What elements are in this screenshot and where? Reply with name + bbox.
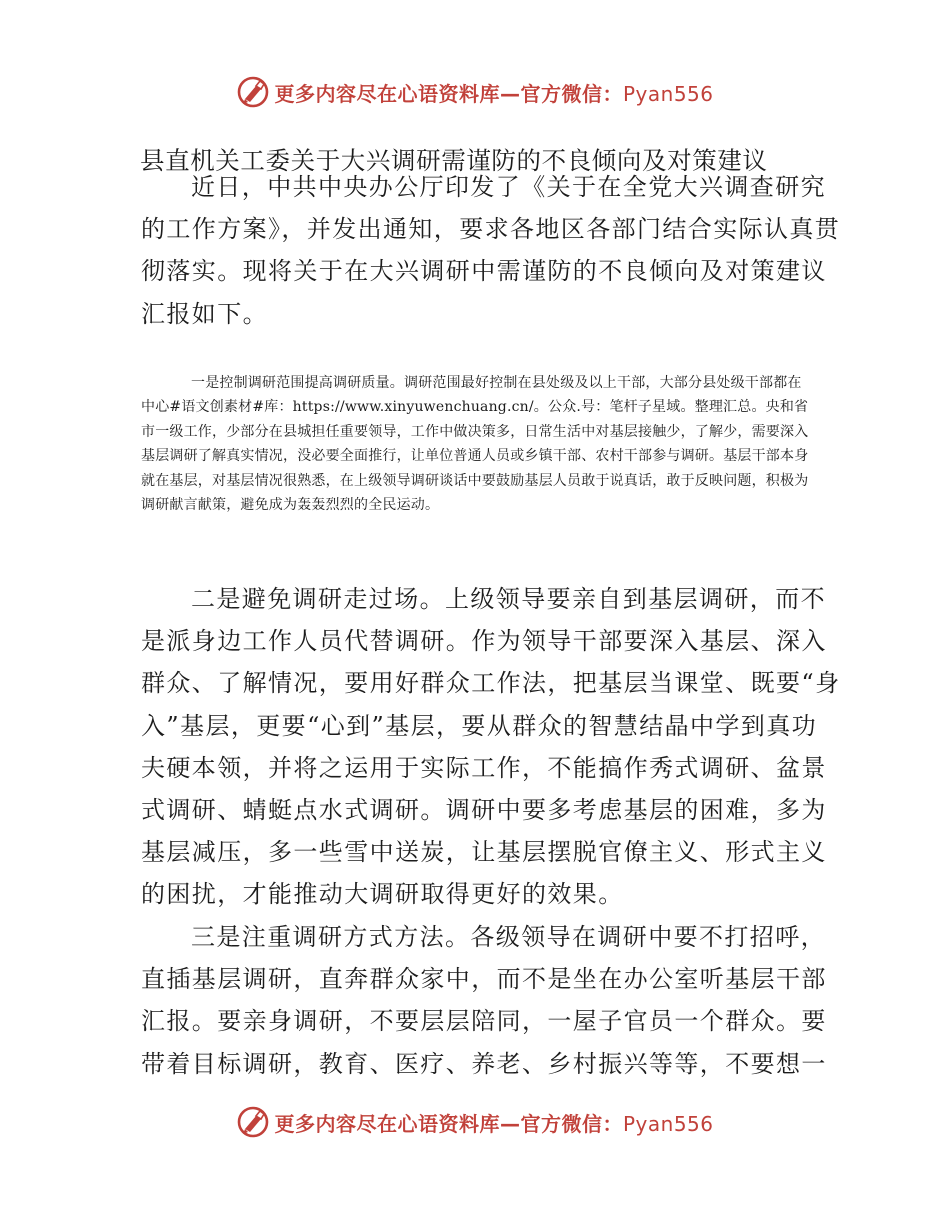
- banner-text: [274, 78, 713, 107]
- header-banner: [0, 72, 950, 112]
- banner-wechat-handle: Pyan556: [622, 1111, 714, 1136]
- pen-logo-icon: [236, 1105, 270, 1139]
- point-3-paragraph: 三是注重调研方式方法。各级领导在调研中要不打招呼，直插基层调研，直奔群众家中，而不是坐在办公室听基层干部汇报。要亲身调研，不要层层陪同，一屋子官员一个群众。要带着目标调研，教育、医疗、养老、乡村振兴等等，不要想一: [141, 923, 827, 1078]
- footer-banner: [0, 1102, 950, 1142]
- banner-wechat-handle: Pyan556: [622, 81, 714, 106]
- pen-logo-icon: [236, 75, 270, 109]
- point-1-paragraph: 一是控制调研范围提高调研质量。调研范围最好控制在县处级及以上干部，大部分县处级干部都在中心#语文创素材#库：https://www.xinyuwenchuang.cn/。公众.号：笔杆子星域。整理汇总。央和省市一级工作，少部分在县城担任重要领导，工作中做决策多，日常生活中对基层接触少，了解少，需要深入基层调研了解真实情况，没必要全面推行，让单位普通人员或乡镇干部、农村干部参与调研。基层干部本身就在基层，对基层情况很熟悉，在上级领导调研谈话中要鼓励基层人员敢于说真话，敢于反映问题，积极为调研献言献策，避免成为轰轰烈烈的全民运动。: [141, 375, 809, 514]
- document-title: 县直机关工委关于大兴调研需谨防的不良倾向及对策建议: [140, 146, 768, 175]
- banner-label: 更多内容尽在心语资料库—官方微信：: [274, 1111, 623, 1136]
- intro-paragraph: 近日，中共中央办公厅印发了《关于在全党大兴调查研究的工作方案》，并发出通知，要求各地区各部门结合实际认真贯彻落实。现将关于在大兴调研中需谨防的不良倾向及对策建议汇报如下。: [141, 173, 841, 328]
- banner-label: 更多内容尽在心语资料库—官方微信：: [274, 81, 623, 106]
- banner-text: [274, 1108, 713, 1137]
- point-2-paragraph: 二是避免调研走过场。上级领导要亲自到基层调研，而不是派身边工作人员代替调研。作为领导干部要深入基层、深入群众、了解情况，要用好群众工作法，把基层当课堂、既要“身入”基层，更要“心到”基层，要从群众的智慧结晶中学到真功夫硬本领，并将之运用于实际工作，不能搞作秀式调研、盆景式调研、蜻蜓点水式调研。调研中要多考虑基层的困难，多为基层减压，多一些雪中送炭，让基层摆脱官僚主义、形式主义的困扰，才能推动大调研取得更好的效果。: [141, 585, 841, 909]
